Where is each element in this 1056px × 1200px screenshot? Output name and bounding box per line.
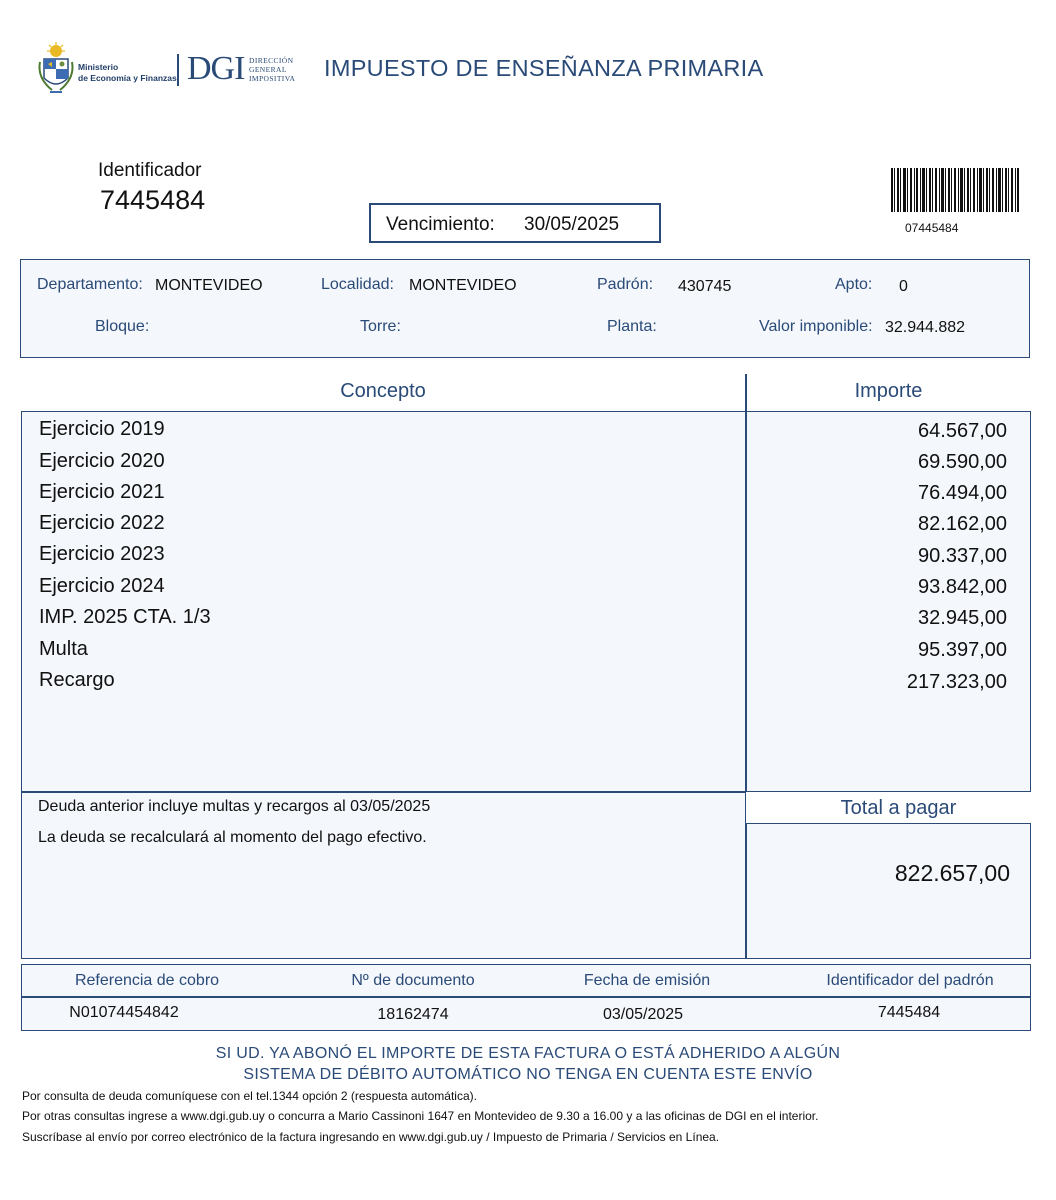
table-row-concepto: Ejercicio 2024 xyxy=(39,575,165,597)
ministry-line-1: Ministerio xyxy=(78,62,119,72)
barcode-number: 07445484 xyxy=(905,221,959,235)
referencia-cobro-label: Referencia de cobro xyxy=(74,972,220,989)
reference-divider xyxy=(21,996,1031,998)
identificador-label: Identificador xyxy=(98,160,202,181)
apto-label: Apto: xyxy=(835,276,873,293)
valor-imponible-value: 32.944.882 xyxy=(885,319,966,336)
logo-divider xyxy=(177,54,179,86)
departamento-label: Departamento: xyxy=(37,276,143,293)
table-row-concepto: IMP. 2025 CTA. 1/3 xyxy=(39,606,211,628)
localidad-label: Localidad: xyxy=(321,276,394,293)
table-row-importe: 217.323,00 xyxy=(906,671,1007,693)
table-row-importe: 82.162,00 xyxy=(918,513,1007,535)
dgi-logo-subtitle xyxy=(249,56,295,83)
payment-notice-line-2: SISTEMA DE DÉBITO AUTOMÁTICO NO TENGA EN CUENTA ESTE ENVÍO xyxy=(243,1066,813,1083)
identificador-padron-value: 7445484 xyxy=(877,1004,941,1021)
dgi-sub-line-3: IMPOSITIVA xyxy=(249,74,296,83)
vencimiento-value: 30/05/2025 xyxy=(524,214,620,235)
table-row-importe: 69.590,00 xyxy=(918,451,1007,473)
footer-text-2: Por otras consultas ingrese a www.dgi.gub.uy o concurra a Mario Cassinoni 1647 en Montevideo de 9.30 a 16.00 y a las oficinas de DGI en el interior. xyxy=(22,1109,819,1123)
padron-label: Padrón: xyxy=(597,276,654,293)
payment-notice-line-1: SI UD. YA ABONÓ EL IMPORTE DE ESTA FACTURA O ESTÁ ADHERIDO A ALGÚN xyxy=(215,1045,841,1062)
table-row-importe: 95.397,00 xyxy=(918,639,1007,661)
vencimiento-label: Vencimiento: xyxy=(386,214,495,235)
footer-text-1: Por consulta de deuda comuníquese con el tel.1344 opción 2 (respuesta automática). xyxy=(22,1089,477,1103)
table-row-importe: 93.842,00 xyxy=(918,576,1007,598)
uruguay-coat-of-arms-icon xyxy=(36,42,76,98)
ministry-line-2: de Economía y Finanzas xyxy=(78,73,177,83)
planta-label: Planta: xyxy=(607,318,657,335)
apto-value: 0 xyxy=(899,278,908,295)
concepto-header: Concepto xyxy=(340,380,426,402)
identificador-padron-label: Identificador del padrón xyxy=(826,972,994,989)
footer-text-3: Suscríbase al envío por correo electrónico de la factura ingresando en www.dgi.gub.uy / Impuesto de Primaria / Servicios en Línea. xyxy=(22,1130,720,1144)
table-row-importe: 64.567,00 xyxy=(918,420,1007,442)
documento-value: 18162474 xyxy=(377,1006,449,1023)
table-row-importe: 76.494,00 xyxy=(918,482,1007,504)
dgi-sub-line-2: GENERAL xyxy=(249,65,287,74)
documento-label: Nº de documento xyxy=(351,972,475,989)
importe-header: Importe xyxy=(854,380,923,402)
table-row-importe: 90.337,00 xyxy=(918,545,1007,567)
table-row-concepto: Recargo xyxy=(39,669,115,691)
table-row-concepto: Ejercicio 2021 xyxy=(39,481,165,503)
debt-note-2: La deuda se recalculará al momento del pago efectivo. xyxy=(38,829,427,846)
identificador-value: 7445484 xyxy=(100,185,206,215)
dgi-logo: DGI xyxy=(187,50,245,87)
table-row-concepto: Ejercicio 2019 xyxy=(39,418,165,440)
column-divider xyxy=(745,374,747,959)
valor-imponible-label: Valor imponible: xyxy=(759,318,873,335)
localidad-value: MONTEVIDEO xyxy=(409,277,517,294)
torre-label: Torre: xyxy=(360,318,401,335)
table-row-concepto: Ejercicio 2023 xyxy=(39,543,165,565)
property-info-box xyxy=(20,259,1030,358)
bloque-label: Bloque: xyxy=(95,318,150,335)
barcode-image xyxy=(891,168,1019,212)
total-value: 822.657,00 xyxy=(894,860,1010,886)
table-row-concepto: Multa xyxy=(39,638,88,660)
departamento-value: MONTEVIDEO xyxy=(155,277,263,294)
ministry-name xyxy=(78,62,177,84)
fecha-emision-label: Fecha de emisión xyxy=(583,972,711,989)
referencia-cobro-value: N01074454842 xyxy=(69,1004,179,1021)
table-row-importe: 32.945,00 xyxy=(918,607,1007,629)
total-label: Total a pagar xyxy=(840,797,957,819)
padron-value: 430745 xyxy=(678,278,732,295)
table-row-concepto: Ejercicio 2020 xyxy=(39,450,165,472)
table-row-concepto: Ejercicio 2022 xyxy=(39,512,165,534)
debt-note-1: Deuda anterior incluye multas y recargos al 03/05/2025 xyxy=(38,798,431,815)
document-title: IMPUESTO DE ENSEÑANZA PRIMARIA xyxy=(324,55,764,81)
dgi-sub-line-1: DIRECCIÓN xyxy=(249,56,294,65)
fecha-emision-value: 03/05/2025 xyxy=(602,1006,684,1023)
